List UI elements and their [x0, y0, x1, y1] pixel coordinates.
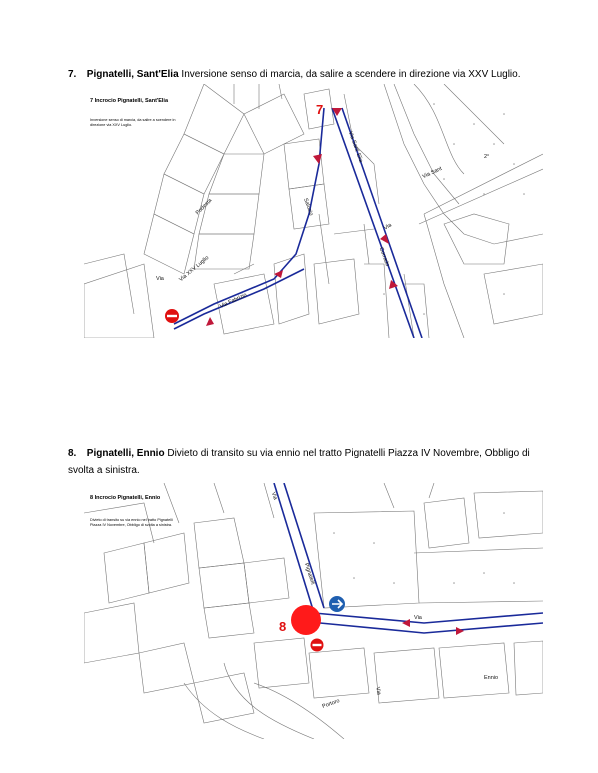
section-number: 7.	[68, 69, 77, 80]
section-description: Divieto di transito su via ennio nel tratto Pignatelli Piazza IV Novembre, Obbligo di svolta a sinistra.	[68, 448, 530, 476]
marker-number: 8	[279, 619, 287, 634]
street-label: Pignatelli	[302, 562, 316, 586]
street-label: 2°	[484, 154, 490, 160]
section-title: Pignatelli, Sant'Elia	[86, 69, 179, 80]
street-label: Ennio	[484, 675, 499, 681]
street-label: Saluzio	[302, 197, 314, 217]
map-caption-title: 7 Incrocio Pignatelli, Sant'Elia	[90, 98, 169, 104]
street-label: Via XXV Luglio	[178, 254, 211, 284]
street-label: Via	[269, 491, 278, 501]
street-label: Via Sant	[421, 165, 444, 181]
section-8-heading	[68, 445, 548, 479]
section-7-heading	[68, 66, 548, 83]
section-description: Inversione senso di marcia, da salire a scendere in direzione via XXV Luglio.	[181, 69, 521, 80]
intersection-marker-icon	[291, 605, 321, 635]
street-label: Podesta	[194, 197, 214, 217]
map-caption-title: 8 Incrocio Pignatelli, Ennio	[90, 495, 161, 501]
street-label: Via	[156, 276, 164, 282]
street-label: Via Sant' Elia	[346, 130, 364, 164]
street-label: Via	[383, 222, 393, 232]
street-label: Via	[374, 686, 382, 696]
marker-number: 7	[316, 102, 324, 117]
map-7	[84, 84, 543, 338]
street-label: Via	[414, 615, 422, 621]
section-number: 8.	[68, 448, 77, 459]
map-caption-text: Inversione senso di marcia, da salire a scendere in direzione via XXV Luglio.	[90, 118, 176, 127]
map-8	[84, 483, 543, 739]
street-label: Via Fabrizio	[219, 292, 248, 310]
street-label: Corrado	[377, 246, 391, 268]
section-title: Pignatelli, Ennio	[86, 448, 165, 459]
street-label: Portoro	[321, 698, 341, 710]
map-caption-text: Divieto di transito su via ennio nel tratto Pignatelli Piazza IV Novembre, Obbligo di svolta a sinistra.	[90, 518, 173, 527]
